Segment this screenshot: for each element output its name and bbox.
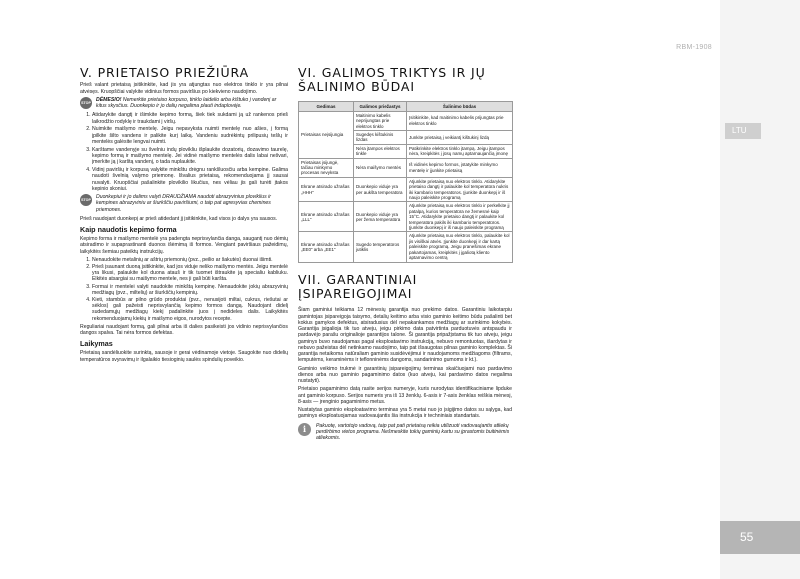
warranty-paragraph-3: Prietaiso pagaminimo datą rasite serijos numeryje, kuris nurodytas identifikaciniame lipduke ant gaminio korpuso. Serijos numeris yra iš 13 ženklų. 6-asis ir 7-asis ženklas reiškia mėnesį, 8-asis — įrenginio pagaminimo metus. [298,386,512,405]
baking-pan-rule: 4. Kieti, stambūs ar pilno grūdo produktai (pvz., nenusijoti miltai, cukrus, riešutai ar sėklos) gali pažeisti neprisvylančią kepimo formos dangą. Naudojant didelį sudedamųjų medžiagų kiekį padalinkite juos į nedideles dalis. Laikykitės rekomenduojamų kiekių ir maišymo eigos, nurodytos recepte. [92,297,288,322]
cleaning-step: 1. Atidarykite dangtį ir išimkite kepimo formą, šiek tiek sukdami ją už rankenos prieš laikrodžio rodyklę ir traukdami į viršų. [92,112,288,125]
cleaning-steps [80,112,288,192]
baking-pan-rule: 1. Nenaudokite metalinių ar aštrių priemonių (pvz., peilio ar šakutės) duonai išimti. [92,257,288,263]
right-column [298,66,512,441]
fix-cell: Iš vidinės kepimo formos, įstatykite minkymo mentelę ir įjunkite prietaisą [407,158,513,177]
cause-cell: Duonkepio viduje yra per aukšta temperatūra [354,177,407,202]
warning-block-1 [80,97,288,110]
section-7-title: VII. GARANTINIAI ĮSIPAREIGOJIMAI [298,271,418,301]
table-row [299,202,513,232]
baking-pan-intro: Kepimo forma ir maišymo mentelė yra padengta neprisvylančia danga, saugantį nuo dėmių atsiradimo ir supaprastinanti duonos išėmimą iš formos. Vengiant paviršiaus pažeidimų, laikykitės šemiau pateiktų instrukcijų. [80,236,288,255]
baking-pan-outro: Reguliariai naudojant formą, gali pilnai arba iš dalies pasikeisti jos vidinio neprisvylančios dangos spalva. Tai nėra formos defektas. [80,323,288,337]
fix-cell: Įsitikinkite, kad maitinimo kabelis prijungtas prie elektros tinklo [407,111,513,130]
recycling-note: Pakuotę, vartotojo vadovą, taip pat pati prietaisą reikia utilizuoti vadovaujantis atliekų perdirbimo vietos programa. Nešmeskite tokių gaminių kartu su įprastomis buitinėmis atliekomis. [316,422,510,441]
fault-cell: Ekrane atsirado užrašas „EE0“ arba „EE1“ [299,232,354,262]
baking-pan-rules [80,257,288,322]
section-6-title: VI. GALIMOS TRIKTYS IR JŲ ŠALINIMO BŪDAI [298,65,486,95]
column-header: Galimos priežastys [354,101,407,111]
language-tab: LTU [725,123,761,139]
model-label: RBM-1908 [676,44,712,51]
side-strip [720,0,800,579]
cleaning-step: 3. Karštame vandenyje su švelniu indų plovikliu išplaukite dozatorių, dozavimo taurelę, kepimo formą ir maišymo mentelę. Jei vidinė maišymo mentelės dalis labai nešvari, įmerkite ją į karštą vandenį, o tada nuplaukite. [92,147,288,166]
fix-cell: Junkite prietaisą į veikiantį kištukinį lizdą [407,130,513,144]
warning-block-2 [80,194,288,213]
fault-cell: Ekrane atsirado užrašas „HHH“ [299,177,354,202]
warning-body: Nemerkite prietaiso korpuso, tinklo laidelio arba kištuko į vandenį ar kitus skysčius. Duonkepio ir jo dalių negalima plauti indaplovėje. [96,96,277,110]
baking-pan-rule: 2. Prieš įsaunant duoną įsitikinkite, kad jos viduje neliko maišymo mentės. Jeigu mentelė yra likusi, palaukite kol duona atauš ir tik tuomet ištraukite ją specialiu kabliuku. Elkitės atsargiai su maišymo mentele, nes ji gali būti karšta. [92,264,288,283]
table-header-row [299,101,513,111]
column-header: Šalinimo būdas [407,101,513,111]
fix-cell: Atjunkite prietaisą nuo elektros tinklo. Atidarykite prietaiso dangtį ir palaukite kol temperatūra nukris iki kambario temperatūros. Įjunkite duonkepį ir iš naujo paleiskite programą [407,177,513,202]
cause-cell: Sugedo temperatūros jutiklis [354,232,407,262]
stop-icon: STOP [80,97,92,109]
table-row [299,232,513,262]
fix-cell: Atjunkite prietaisą nuo elektros tinklo, palaukite kol jis visiškai atvės. Įjunkite duonkepį ir dar kartą paleiskite programą. Jeigu pranešimas ekrane pakartojamas, kreipkitės į įgaliotą kliento aptarnavimo centrą [407,232,513,262]
warning-text-2: Duonkepiui ir jo dalims valyti DRAUDŽIAMA naudoti abrazyvinius ploviklius ir kempines abrazyviniu ar šiurkščiu paviršiumi, o taip pat agresyvias chemines priemones. [96,194,271,213]
troubleshooting-table [298,101,513,263]
cause-cell: Sugedęs kištukinis lizdas [354,130,407,144]
fault-cell: Prietaisas įsijungė, tačiau minkymo procesas nevyksta [299,158,354,177]
warranty-paragraph-2: Gaminio veikimo trukmė ir garantinių įsipareigojimų terminas skaičiuojami nuo pardavimo dienos arba nuo gaminio pagaminimo datos (kuo atveju, kai pardavimo datos negalima nustatyti). [298,365,512,384]
column-header: Gedimas [299,101,354,111]
stop-icon: STOP [80,194,92,206]
baking-pan-heading: Kaip naudotis kepimo forma [80,225,177,235]
table-row [299,177,513,202]
maintenance-intro: Prieš valant prietaisą įsitikinkite, kad jis yra atjungtas nuo elektros tinklo ir yra pilnai atvėsęs. Kruopščiai valykite vidinius formos paviršius po kiekvieno naudojimo. [80,82,288,95]
info-icon: i [298,423,311,436]
storage-text: Prietaisą sandėliuokite surinktą, sausoje ir gerai vėdinamoje vietoje. Saugokite nuo didelių temperatūros svyravimų ir ilgalaikio tiesioginių saulės spindulių poveikio. [80,350,288,363]
table-row [299,158,513,177]
cleaning-step: 2. Nuimkite maišymo mentelę. Jeigu nepavyksta nuimti mentelę nuo ašies, į formą įpilkite šilto vandens ir palikite kurį laiką. Vandeniu sudrėkintų prilipusių tešlų ir mentelės galėsite lengvai nuimti. [92,126,288,145]
fault-cell: Prietaisas neįsijungia [299,111,354,158]
storage-heading: Laikymas [80,339,113,349]
section-5-title: V. PRIETAISO PRIEŽIŪRA [80,65,250,80]
cause-cell: Duonkepio viduje yra per žema temperatūra [354,202,407,232]
info-block [298,423,512,442]
dry-note: Prieš naudojant duonkepį ar prieš atidedant jį įsitikinkite, kad visos jo dalys yra sausos. [80,215,278,222]
table-row [299,111,513,130]
fix-cell: Patikrinkite elektros tinklo įtampą. Jeigu įtampos nėra, kreipkitės į jūsų namų aptarnaujančią įmonę [407,144,513,158]
cause-cell: Nėra įtampos elektros tinkle [354,144,407,158]
fault-cell: Ekrane atsirado užrašas „LLL“ [299,202,354,232]
warning-lead: DĖMESIO! [96,96,122,103]
cause-cell: Nėra maišymo mentės [354,158,407,177]
page-number: 55 [720,521,800,554]
fix-cell: Atjunkite prietaisą nuo elektros tinklo ir perkelkite jį patalpą, kurios temperatūra ne žemesnė kaip 15°C. Atidarykite prietaiso dangtį ir palaukite kol temperatūra pakils iki kambario temperatūros. Įjunkite duonkepį ir iš naujo paleiskite programą [407,202,513,232]
left-column [80,66,288,365]
cause-cell: Maitinimo kabelis neprijungtas prie elektros tinklo [354,111,407,130]
cleaning-step: 4. Vidinį paviršių ir korpusą valykite minkštu drėgnu rankšluosčiu arba kempine. Galima naudoti švelnią valymo priemonę. Išvalius prietaisą, rekomenduojama jį sausai nuvalyti. Kruopščiai pašalinkite plovikilio likučius, nes vėliau jis gali turėti įtakos kepinio skoniui. [92,167,288,192]
warranty-paragraph-1: Šiam gaminiui teikiama 12 mėnesių garantija nuo prekimo datos. Garantiniu laikotarpiu gamintojas įsipareigoja taisymo, detalių keitimo arba visio gaminio keitimo būdu pašalinti bet kokius gamykos defektus, atsiradusius dėl nepakankamos medžiagų ar surinkimo kokybės. Garantija įsigalioja tik tuo atveju, jeigu pirkimo data patvirtinta parduotuvės antspaudu ir pardavėjo parašu originalioje garantijos talone. Ši garantija pripažįstama tik tuo atveju, jeigu gaminys buvo naudojamas pagal eksploatavimo instrukciją, nebuvo remontuotas, išardytas ir nebuvo pažeistas dėl netinkamo naudojimo, taip pat išsaugotas pilnas gaminio komplektas. Ši garantija netaikoma natūraliam gaminio susidėvėjimui ir naudojamoms medžiagoms (filtrams, lemputėms, keraminėms ir teflonninėms dangoms, sandarinimo gumoms ir kt.). [298,307,512,364]
warranty-paragraph-4: Nustatytas gaminio eksploatavimo terminas yra 5 metai nuo jo įsigijimo datos su sąlyga, kad gaminys eksploatuojamas vadovaujantis šia instrukcija ir techniniais standartais. [298,407,512,420]
warning-text-1 [96,97,288,110]
baking-pan-rule: 3. Formai ir mentelei valyti naudokite minkštą kempinę. Nenaudokite jokių abrazyvinių medžiagų (pvz., miltelių) ar šiurkščių kempinių. [92,284,288,297]
